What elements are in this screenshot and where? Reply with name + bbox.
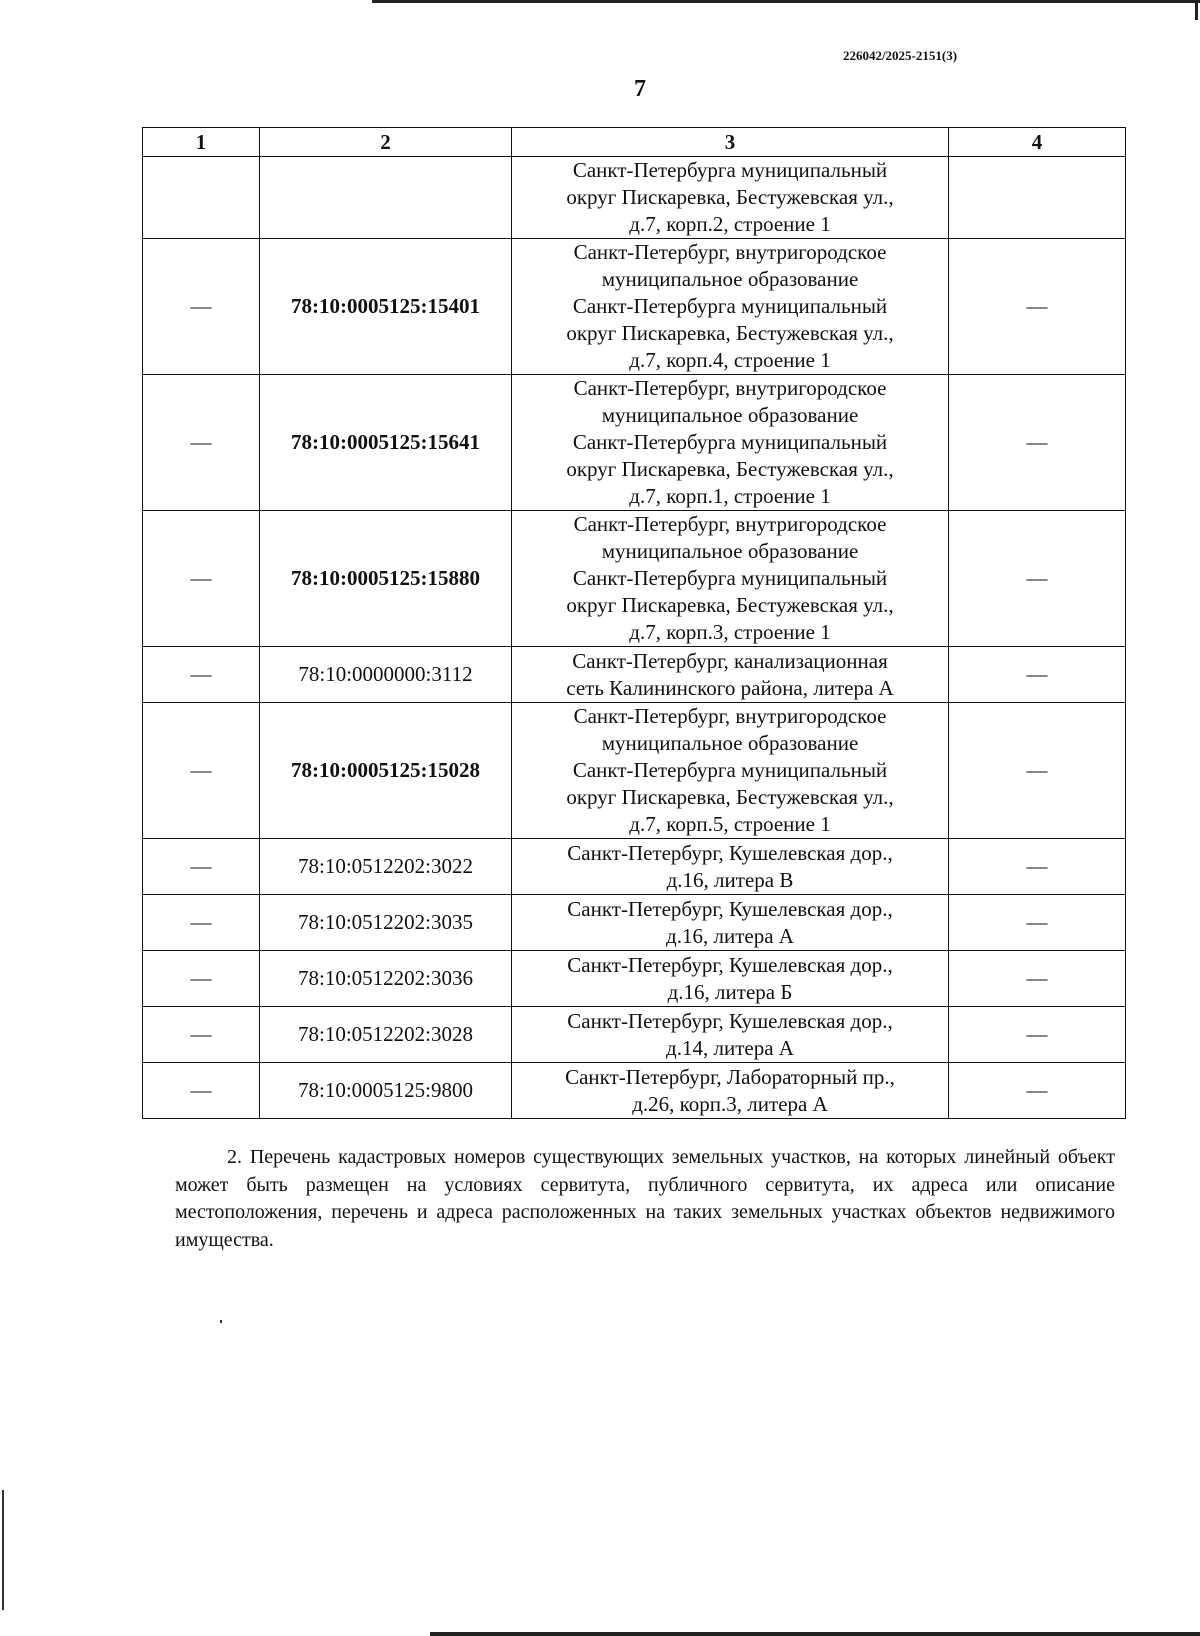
cadastral-number-cell: 78:10:0005125:15641 (260, 375, 512, 511)
row-number-cell: — (143, 375, 260, 511)
address-cell: Санкт-Петербург, внутригородское муниципальное образование Санкт-Петербурга муниципальный округ Пискаревка, Бестужевская ул., д.7, корп.3, строение 1 (512, 511, 949, 647)
section-2-paragraph: 2. Перечень кадастровых номеров существующих земельных участков, на которых линейный объект может быть размещен на условиях сервитута, публичного сервитута, их адреса или описание местоположения, перечень и адреса расположенных на таких земельных участках объектов недвижимого имущества. (175, 1146, 1115, 1251)
row-number-cell: — (143, 511, 260, 647)
address-cell: Санкт-Петербург, Кушелевская дор., д.16, литера А (512, 895, 949, 951)
row-number-cell (143, 157, 260, 239)
table-header-row (143, 128, 1126, 157)
table-row (143, 511, 1126, 647)
encumbrance-cell: — (949, 1063, 1126, 1119)
cadastral-number-cell: 78:10:0512202:3028 (260, 1007, 512, 1063)
address-cell: Санкт-Петербург, Кушелевская дор., д.14, литера А (512, 1007, 949, 1063)
encumbrance-cell: — (949, 375, 1126, 511)
address-cell: Санкт-Петербург, внутригородское муниципальное образование Санкт-Петербурга муниципальный округ Пискаревка, Бестужевская ул., д.7, корп.4, строение 1 (512, 239, 949, 375)
row-number-cell: — (143, 239, 260, 375)
encumbrance-cell: — (949, 511, 1126, 647)
address-cell: Санкт-Петербург, Кушелевская дор., д.16, литера В (512, 839, 949, 895)
row-number-cell: — (143, 1063, 260, 1119)
column-header-1: 1 (143, 128, 260, 157)
table-row (143, 1063, 1126, 1119)
scan-border-bottom (430, 1632, 1200, 1636)
page-number: 7 (634, 76, 646, 102)
encumbrance-cell (949, 157, 1126, 239)
table-row (143, 951, 1126, 1007)
address-cell: Санкт-Петербург, Лабораторный пр., д.26, корп.3, литера А (512, 1063, 949, 1119)
encumbrance-cell: — (949, 1007, 1126, 1063)
scan-border-left (2, 1490, 4, 1610)
cadastral-number-cell: 78:10:0512202:3036 (260, 951, 512, 1007)
column-header-3: 3 (512, 128, 949, 157)
row-number-cell: — (143, 703, 260, 839)
address-cell: Санкт-Петербург, внутригородское муниципальное образование Санкт-Петербурга муниципальный округ Пискаревка, Бестужевская ул., д.7, корп.1, строение 1 (512, 375, 949, 511)
address-cell: Санкт-Петербурга муниципальный округ Пискаревка, Бестужевская ул., д.7, корп.2, строение 1 (512, 157, 949, 239)
encumbrance-cell: — (949, 647, 1126, 703)
column-header-2: 2 (260, 128, 512, 157)
cadastral-number-cell: 78:10:0000000:3112 (260, 647, 512, 703)
encumbrance-cell: — (949, 895, 1126, 951)
encumbrance-cell: — (949, 839, 1126, 895)
scan-speck (220, 1320, 222, 1323)
cadastral-number-cell: 78:10:0512202:3022 (260, 839, 512, 895)
row-number-cell: — (143, 647, 260, 703)
address-cell: Санкт-Петербург, канализационная сеть Калининского района, литера А (512, 647, 949, 703)
row-number-cell: — (143, 951, 260, 1007)
cadastral-number-cell: 78:10:0005125:15028 (260, 703, 512, 839)
parcels-table (142, 127, 1126, 1119)
table-row (143, 839, 1126, 895)
address-cell: Санкт-Петербург, внутригородское муниципальное образование Санкт-Петербурга муниципальный округ Пискаревка, Бестужевская ул., д.7, корп.5, строение 1 (512, 703, 949, 839)
encumbrance-cell: — (949, 239, 1126, 375)
cadastral-number-cell (260, 157, 512, 239)
row-number-cell: — (143, 839, 260, 895)
scan-border-right (1195, 0, 1198, 20)
document-number: 226042/2025-2151(3) (842, 48, 958, 63)
encumbrance-cell: — (949, 703, 1126, 839)
cadastral-number-cell: 78:10:0005125:15880 (260, 511, 512, 647)
row-number-cell: — (143, 1007, 260, 1063)
column-header-4: 4 (949, 128, 1126, 157)
table-row (143, 703, 1126, 839)
table-row (143, 647, 1126, 703)
row-number-cell: — (143, 895, 260, 951)
address-cell: Санкт-Петербург, Кушелевская дор., д.16, литера Б (512, 951, 949, 1007)
table-row (143, 375, 1126, 511)
encumbrance-cell: — (949, 951, 1126, 1007)
table-row (143, 1007, 1126, 1063)
cadastral-number-cell: 78:10:0005125:15401 (260, 239, 512, 375)
table-row (143, 239, 1126, 375)
scan-border-top (372, 0, 1200, 3)
table-row (143, 895, 1126, 951)
cadastral-number-cell: 78:10:0512202:3035 (260, 895, 512, 951)
table-row (143, 157, 1126, 239)
cadastral-number-cell: 78:10:0005125:9800 (260, 1063, 512, 1119)
